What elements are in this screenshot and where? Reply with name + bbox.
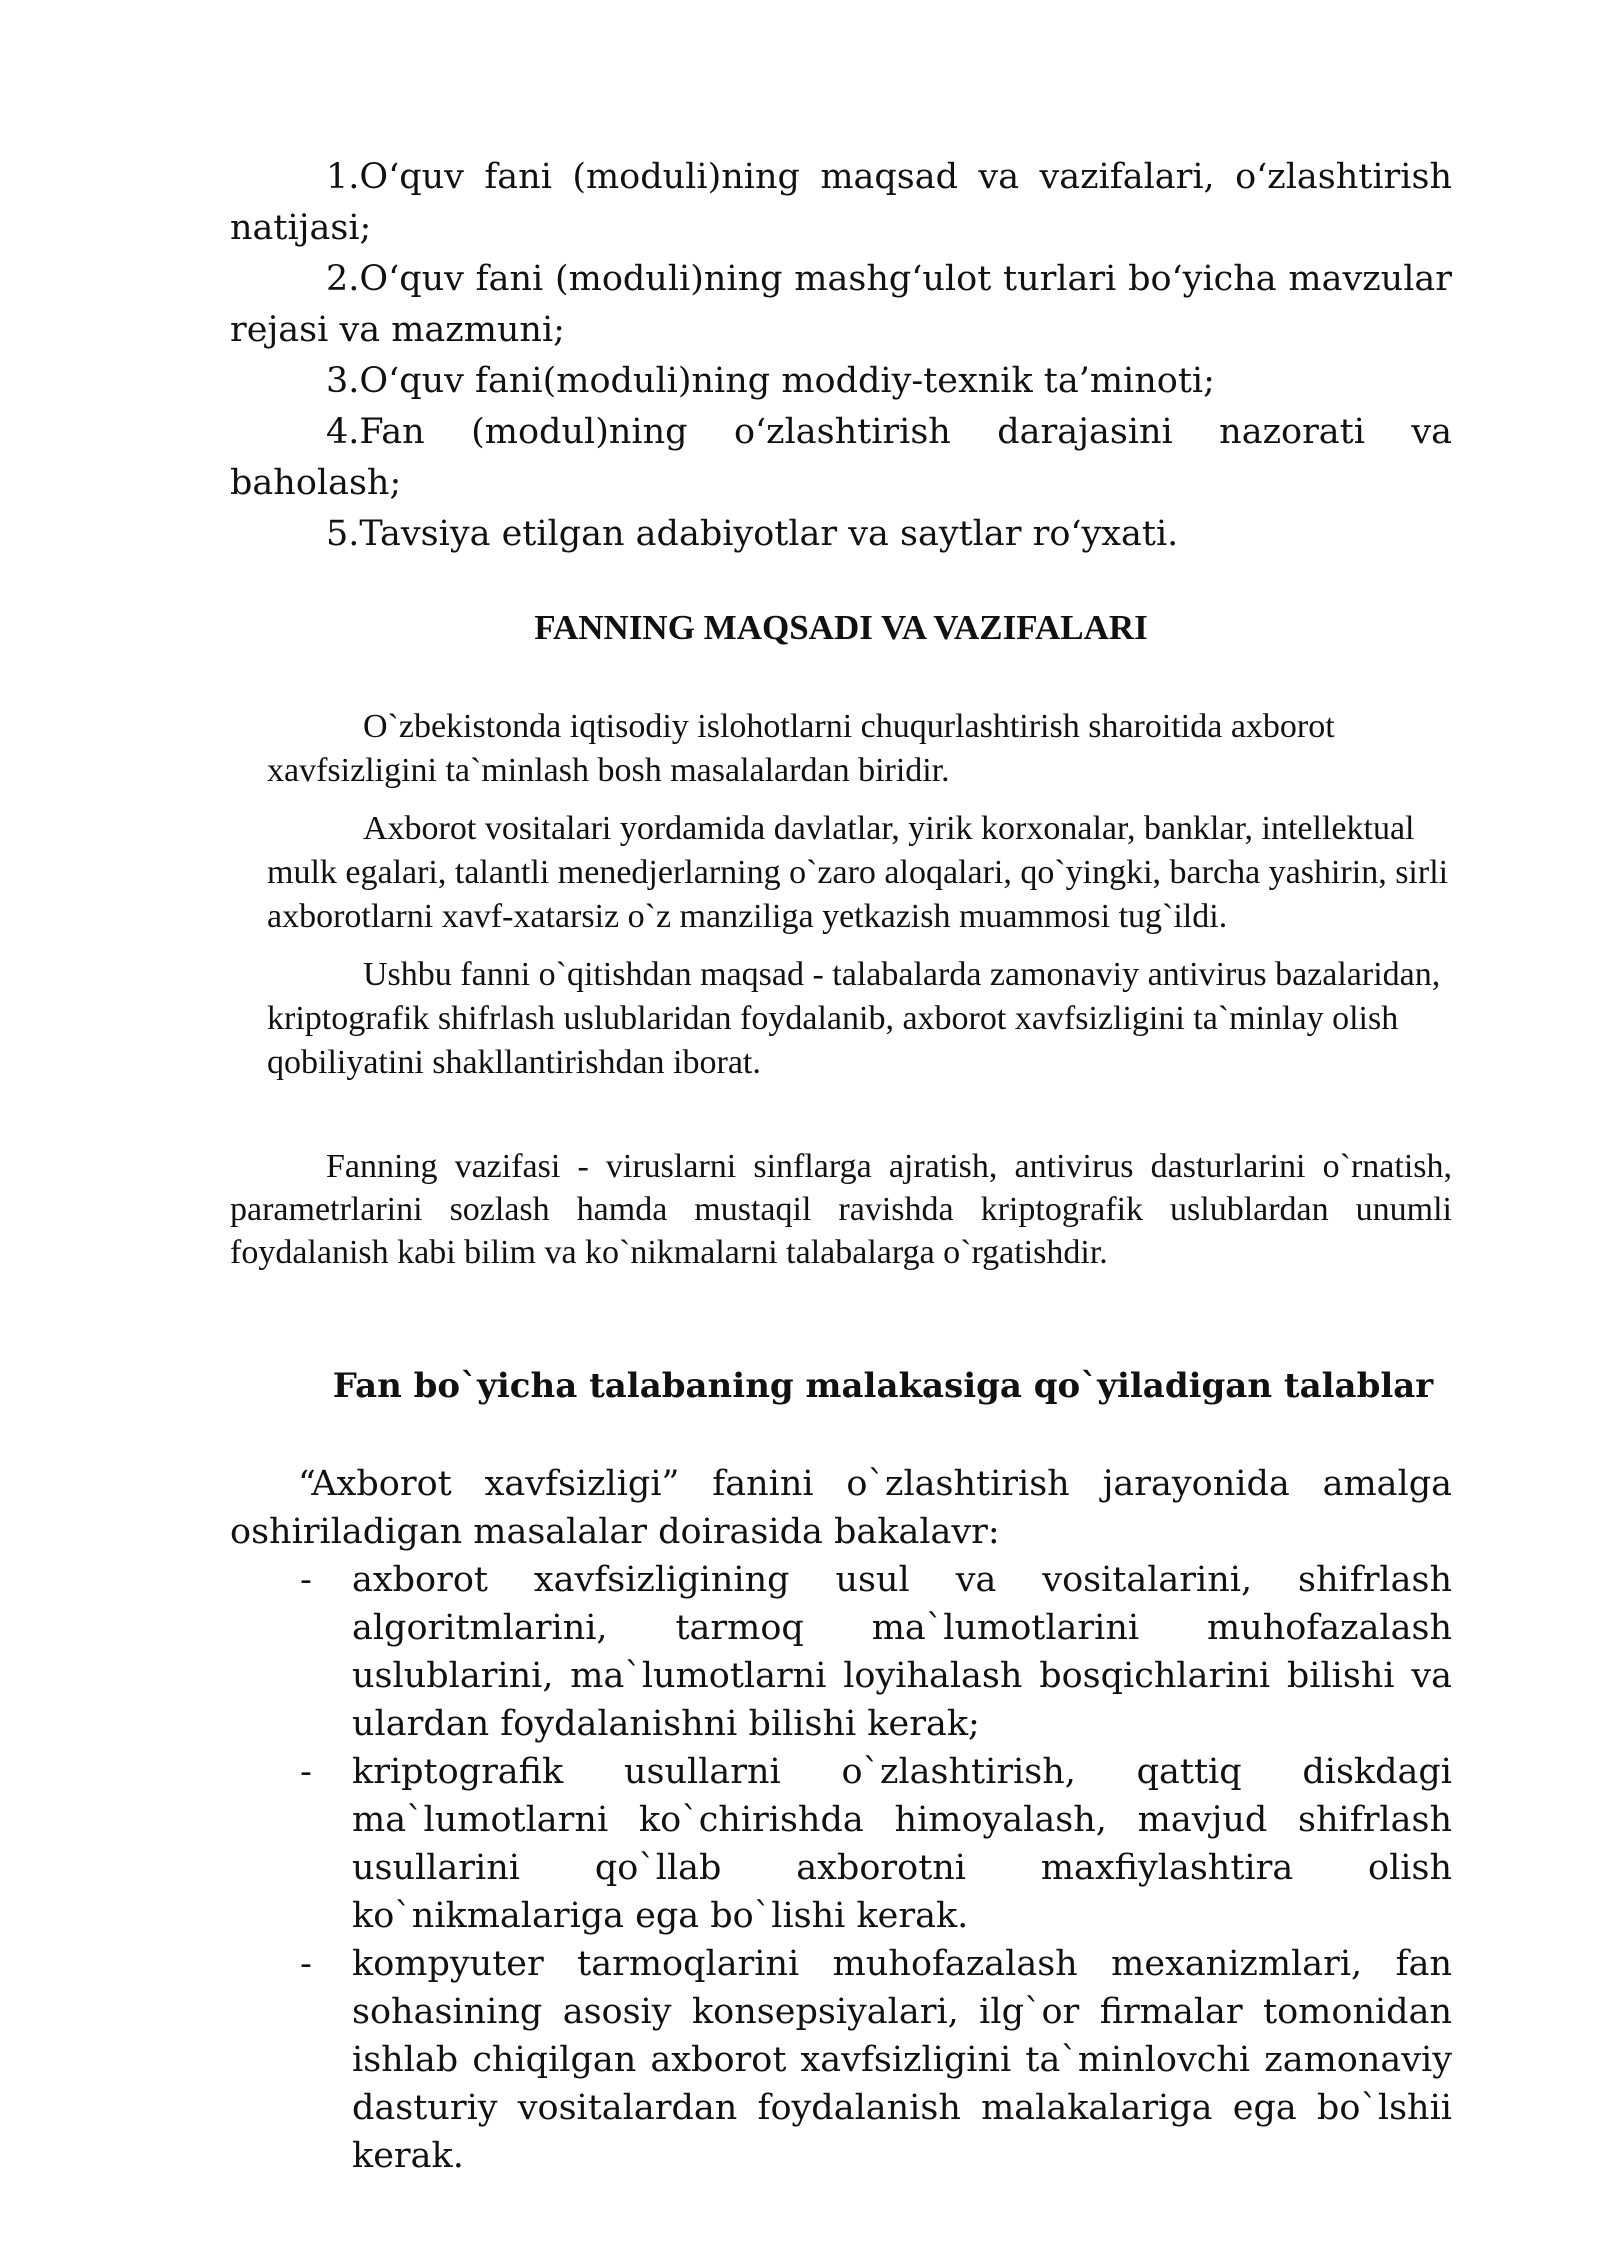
requirements-item-text: axborot xavfsizligining usul va vositalarini, shifrlash algoritmlarini, tarmoq ma`lumotlarini muhofazalash uslublarini, ma`lumotlarni loyihalash bosqichlarini bilishi va ulardan foydalanishni bilishi kerak; bbox=[352, 1560, 1452, 1744]
contents-item: 5.Tavsiya etilgan adabiyotlar va saytlar ro‘yxati. bbox=[326, 514, 1179, 554]
requirements-item-text: kriptografik usullarni o`zlashtirish, qattiq diskdagi ma`lumotlarni ko`chirishda himoyalash, mavjud shifrlash usullarini qo`llab axborotni maxfiylashtira olish ko`nikmalariga ega bo`lishi kerak. bbox=[352, 1752, 1452, 1936]
tasks-paragraph: Fanning vazifasi - viruslarni sinflarga ajratish, antivirus dasturlarini o`rnatish, parametrlarini sozlash hamda mustaqil ravishda kriptografik uslublardan unumli foydalanish kabi bilim va ko`nikmalarni talabalarga o`rgatishdir. bbox=[230, 1148, 1452, 1271]
contents-item: 4.Fan (modul)ning o‘zlashtirish darajasini nazorati va baholash; bbox=[230, 412, 1452, 503]
tasks-block bbox=[230, 1145, 1452, 1274]
contents-list bbox=[230, 152, 1452, 560]
requirements-block bbox=[230, 1460, 1452, 2180]
requirements-item-text: kompyuter tarmoqlarini muhofazalash mexanizmlari, fan sohasining asosiy konsepsiyalari, ilg`or firmalar tomonidan ishlab chiqilgan axborot xavfsizligini ta`minlovchi zamonaviy dasturiy vositalardan foydalanish malakalariga ega bo`lshii kerak. bbox=[352, 1944, 1452, 2176]
section-heading-requirements: Fan bo`yicha talabaning malakasiga qo`yiladigan talablar bbox=[332, 1366, 1434, 1406]
requirements-list bbox=[230, 1556, 1452, 2180]
goals-paragraph: O`zbekistonda iqtisodiy islohotlarni chuqurlashtirish sharoitida axborot xavfsizligini ta`minlash bosh masalalardan biridir. bbox=[267, 708, 1335, 789]
requirements-intro: “Axborot xavfsizligi” fanini o`zlashtirish jarayonida amalga oshiriladigan masalalar doirasida bakalavr: bbox=[230, 1464, 1452, 1552]
requirements-item bbox=[230, 1748, 1452, 1940]
bullet-dash: - bbox=[300, 1752, 312, 1792]
contents-item: 3.O‘quv fani(moduli)ning moddiy-texnik ta’minoti; bbox=[326, 361, 1215, 401]
requirements-item bbox=[230, 1556, 1452, 1748]
contents-item: 1.O‘quv fani (moduli)ning maqsad va vazifalari, o‘zlashtirish natijasi; bbox=[230, 157, 1452, 248]
goals-paragraph: Ushbu fanni o`qitishdan maqsad - talabalarda zamonaviy antivirus bazalaridan, kriptografik shifrlash uslublaridan foydalanib, axborot xavfsizligini ta`minlay olish qobiliyatini shakllantirishdan iborat. bbox=[267, 956, 1441, 1081]
goals-paragraphs bbox=[267, 705, 1452, 1099]
bullet-dash: - bbox=[300, 1944, 312, 1984]
requirements-item bbox=[230, 1940, 1452, 2180]
section-heading-goals: FANNING MAQSADI VA VAZIFALARI bbox=[534, 608, 1148, 647]
contents-item: 2.O‘quv fani (moduli)ning mashg‘ulot turlari bo‘yicha mavzular rejasi va mazmuni; bbox=[230, 259, 1452, 350]
bullet-dash: - bbox=[300, 1560, 312, 1600]
goals-paragraph: Axborot vositalari yordamida davlatlar, yirik korxonalar, banklar, intellektual mulk egalari, talantli menedjerlarning o`zaro aloqalari, qo`yingki, barcha yashirin, sirli axborotlarni xavf-xatarsiz o`z manziliga yetkazish muammosi tug`ildi. bbox=[267, 810, 1449, 935]
